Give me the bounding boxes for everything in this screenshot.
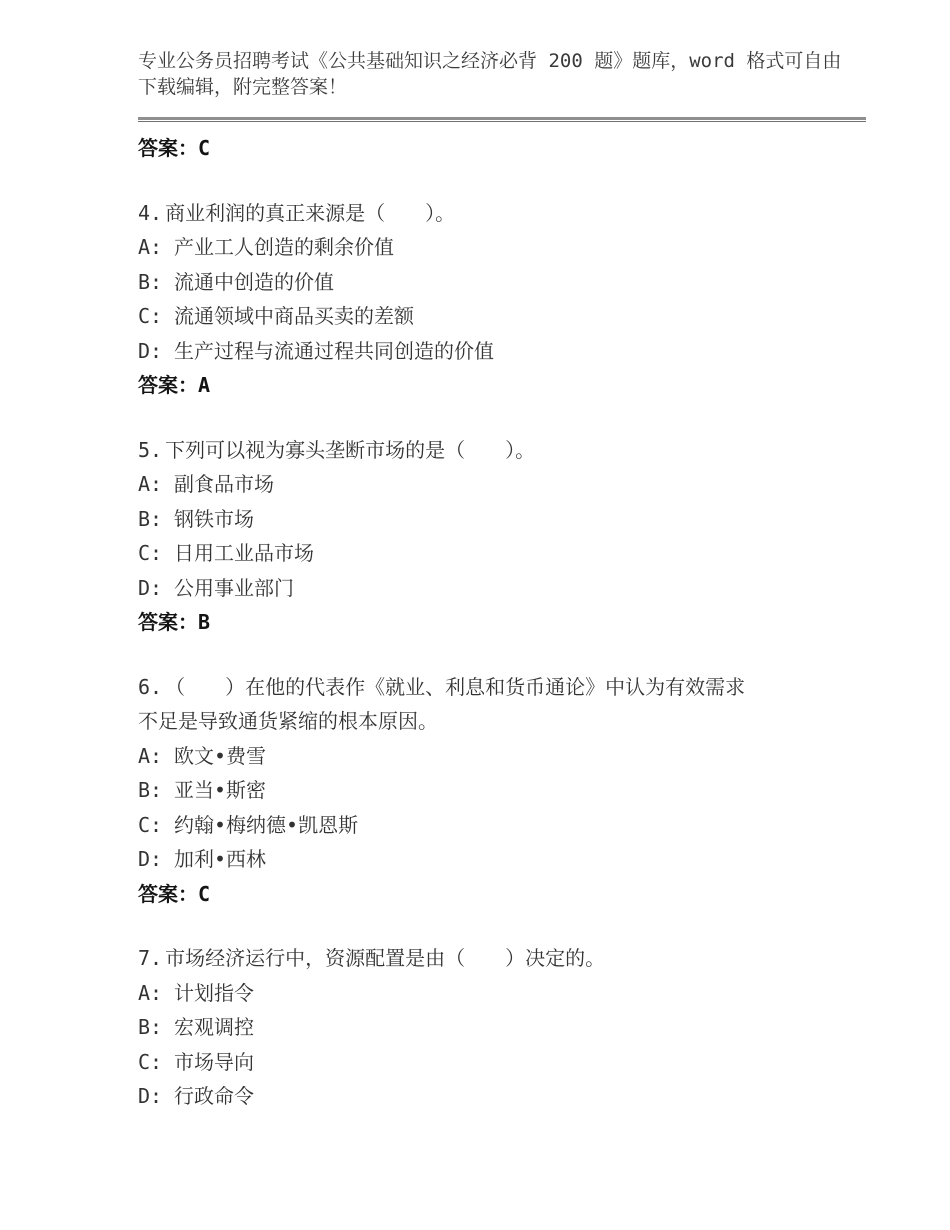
option-row bbox=[138, 739, 890, 774]
option-label: D: bbox=[138, 1084, 163, 1108]
option-row bbox=[138, 773, 890, 808]
option-text: 钢铁市场 bbox=[174, 506, 254, 531]
option-text: 副食品市场 bbox=[174, 472, 274, 496]
option-row bbox=[138, 1010, 890, 1045]
option-label: C: bbox=[138, 1049, 163, 1074]
question-number: 7. bbox=[138, 946, 163, 970]
option-text: 公用事业部门 bbox=[174, 575, 294, 600]
option-label: A: bbox=[138, 743, 163, 768]
question-text-line-2: 不足是导致通货紧缩的根本原因。 bbox=[138, 709, 438, 733]
option-label: D: bbox=[138, 338, 163, 363]
option-label: C: bbox=[138, 812, 163, 837]
question-block-5 bbox=[138, 433, 890, 640]
option-row bbox=[138, 334, 890, 369]
option-row bbox=[138, 467, 890, 502]
document-header bbox=[138, 48, 890, 100]
answer-value: C bbox=[198, 136, 211, 160]
question-text-line-1: 下列可以视为寡头垄断市场的是（ ）。 bbox=[165, 437, 536, 462]
option-row bbox=[138, 842, 890, 877]
question-text bbox=[138, 196, 890, 231]
option-row bbox=[138, 1045, 890, 1080]
option-row bbox=[138, 299, 890, 334]
answer-value: B bbox=[198, 610, 211, 634]
answer-line bbox=[138, 877, 890, 912]
option-row bbox=[138, 1079, 890, 1114]
option-label: D: bbox=[138, 575, 163, 600]
option-label: B: bbox=[138, 506, 163, 531]
question-text-line-1: 市场经济运行中，资源配置是由（ ）决定的。 bbox=[165, 946, 606, 970]
question-text-line-1: （ ）在他的代表作《就业、利息和货币通论》中认为有效需求 bbox=[165, 674, 746, 699]
option-row bbox=[138, 808, 890, 843]
answer-label: 答案： bbox=[138, 610, 198, 634]
option-text: 产业工人创造的剩余价值 bbox=[174, 235, 394, 259]
question-text-line-1: 商业利润的真正来源是（ ）。 bbox=[165, 200, 456, 225]
question-text bbox=[138, 941, 890, 976]
option-text: 宏观调控 bbox=[174, 1015, 254, 1039]
question-number: 4. bbox=[138, 200, 163, 225]
answer-label: 答案： bbox=[138, 881, 198, 906]
option-text: 流通领域中商品买卖的差额 bbox=[174, 304, 414, 328]
option-label: B: bbox=[138, 1015, 163, 1039]
option-label: C: bbox=[138, 304, 163, 328]
header-divider bbox=[138, 117, 866, 122]
option-text: 欧文•费雪 bbox=[174, 743, 267, 768]
question-block-4 bbox=[138, 196, 890, 403]
option-text: 亚当•斯密 bbox=[174, 778, 267, 802]
option-label: A: bbox=[138, 472, 163, 496]
option-text: 生产过程与流通过程共同创造的价值 bbox=[174, 338, 494, 363]
option-row bbox=[138, 502, 890, 537]
option-label: B: bbox=[138, 269, 163, 294]
answer-value: A bbox=[198, 373, 211, 397]
option-text: 约翰•梅纳德•凯恩斯 bbox=[174, 812, 359, 837]
question-text bbox=[138, 433, 890, 468]
previous-question-answer bbox=[138, 131, 890, 166]
option-text: 市场导向 bbox=[174, 1049, 254, 1074]
question-number: 5. bbox=[138, 437, 163, 462]
answer-value: C bbox=[198, 881, 211, 906]
question-text bbox=[138, 670, 890, 705]
answer-label: 答案： bbox=[138, 136, 198, 160]
option-label: A: bbox=[138, 980, 163, 1005]
header-line-2: 下载编辑，附完整答案！ bbox=[138, 76, 348, 98]
option-row bbox=[138, 976, 890, 1011]
option-text: 日用工业品市场 bbox=[174, 541, 314, 565]
option-label: D: bbox=[138, 847, 163, 871]
option-row bbox=[138, 571, 890, 606]
option-text: 行政命令 bbox=[174, 1084, 254, 1108]
answer-line bbox=[138, 605, 890, 640]
option-row bbox=[138, 230, 890, 265]
question-number: 6. bbox=[138, 674, 163, 699]
option-label: B: bbox=[138, 778, 163, 802]
question-block-7 bbox=[138, 941, 890, 1114]
option-row bbox=[138, 536, 890, 571]
option-label: A: bbox=[138, 235, 163, 259]
option-text: 加利•西林 bbox=[174, 847, 267, 871]
header-line-1: 专业公务员招聘考试《公共基础知识之经济必背 200 题》题库，word 格式可自由 bbox=[138, 50, 842, 72]
option-text: 计划指令 bbox=[174, 980, 254, 1005]
option-text: 流通中创造的价值 bbox=[174, 269, 334, 294]
answer-label: 答案： bbox=[138, 373, 198, 397]
question-block-6 bbox=[138, 670, 890, 912]
option-label: C: bbox=[138, 541, 163, 565]
answer-line bbox=[138, 368, 890, 403]
option-row bbox=[138, 265, 890, 300]
